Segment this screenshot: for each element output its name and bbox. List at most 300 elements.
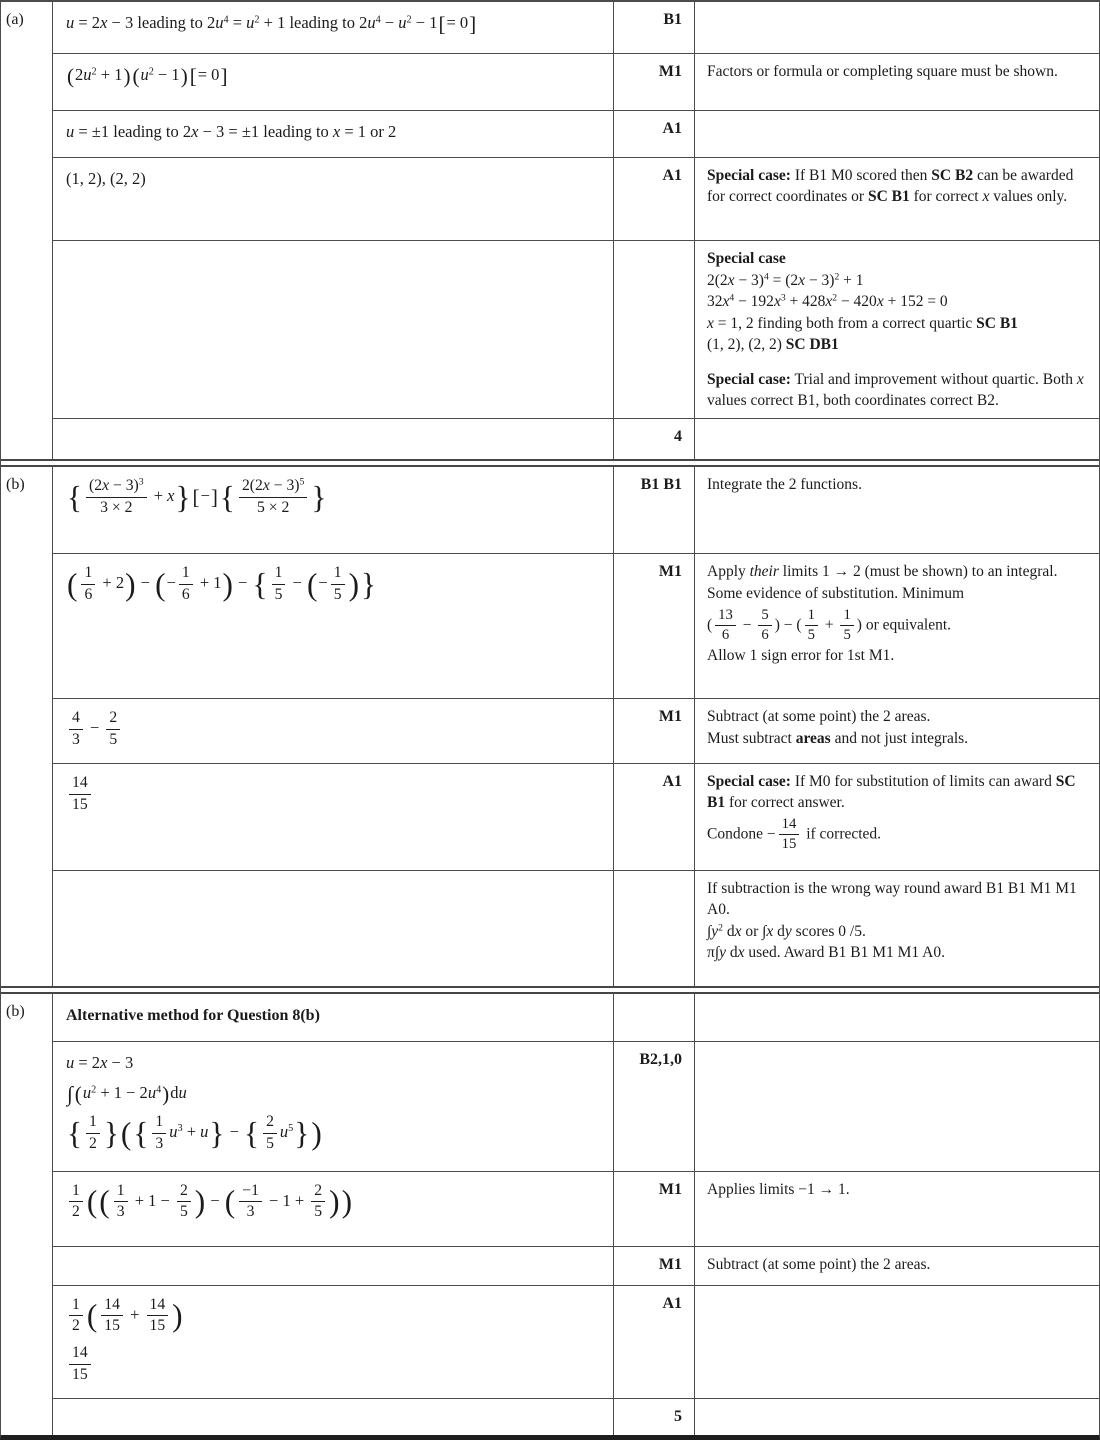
- math-delimiter: ): [329, 1183, 340, 1219]
- fraction-denominator: 5: [333, 585, 342, 603]
- italic-variable: x: [102, 477, 110, 495]
- italic-variable: x: [167, 486, 175, 506]
- fraction: [67, 1182, 85, 1222]
- marks-cell: M1: [613, 54, 695, 110]
- guidance-line: Special case: If M0 for substitution of limits can award SC B1 for correct answer.: [707, 773, 1076, 811]
- guidance-cell: [695, 158, 1099, 240]
- working-cell: [53, 1172, 613, 1246]
- fraction-denominator: 3: [116, 1203, 125, 1220]
- math-delimiter: (: [67, 566, 78, 602]
- fraction-denominator: 15: [149, 1317, 166, 1334]
- guidance-cell: [695, 241, 1099, 418]
- fraction-denominator: 3: [72, 730, 80, 748]
- math-delimiter: ]: [469, 11, 477, 36]
- italic-variable: u: [66, 1052, 75, 1072]
- italic-variable: x: [722, 293, 730, 311]
- fraction: [175, 1182, 193, 1222]
- fraction-numerator: 1: [81, 564, 95, 584]
- math-delimiter: ]: [220, 63, 228, 88]
- guidance-cell: [695, 994, 1099, 1040]
- fraction-denominator: 2: [72, 1317, 80, 1334]
- superscript: 4: [375, 14, 381, 26]
- bold-text: areas: [795, 729, 831, 747]
- working-line: ( $\frac{1}{6}$ + 2) − (− $\frac{1}{6}$ + 1) − { $\frac{1}{5}$ − (− $\frac{1}{5}$ )}: [67, 564, 377, 603]
- fraction-numerator: 14: [101, 1296, 123, 1316]
- working-line: $\int(u^2 + 1 - 2u^4)du$: [67, 1081, 187, 1106]
- fraction: [713, 607, 738, 645]
- working-line: $(2u^2 + 1)(u^2 - 1)[= 0]$: [67, 63, 228, 88]
- math-delimiter: (: [99, 1183, 110, 1219]
- fraction: [777, 816, 802, 854]
- math-delimiter: (: [74, 1081, 82, 1106]
- superscript: 3: [138, 477, 144, 489]
- guidance-line: $32x^4 - 192x^3 + 428x^2 - 420x + 152 = 0$: [707, 292, 948, 311]
- guidance-line: (1, 2), (2, 2) SC DB1: [707, 336, 839, 354]
- working-cell: [53, 467, 613, 553]
- fraction-denominator: 5: [807, 626, 815, 643]
- italic-variable: u: [367, 13, 376, 32]
- fraction-numerator: 1: [86, 1113, 100, 1133]
- guidance-line: Must subtract areas and not just integrals.: [707, 729, 969, 747]
- math-delimiter: ∫: [67, 1081, 73, 1106]
- superscript: 5: [288, 1123, 294, 1135]
- working-cell: [53, 54, 613, 110]
- italic-variable: y: [719, 944, 726, 962]
- italic-variable: x: [766, 922, 774, 940]
- part-label: (b): [1, 467, 53, 986]
- working-cell: [53, 764, 613, 870]
- math-delimiter: (: [86, 1297, 98, 1333]
- fraction-numerator: 2: [106, 709, 120, 729]
- fraction-denominator: 5: [274, 585, 283, 603]
- math-delimiter: ): [311, 1115, 322, 1151]
- marks-cell: B1: [613, 2, 695, 53]
- guidance-line: Special case: If B1 M0 scored then SC B2 can be awarded for correct coordinates or SC B1 for correct x values only.: [707, 166, 1074, 205]
- fraction-numerator: 1: [805, 607, 818, 626]
- math-delimiter: {: [67, 1115, 83, 1151]
- fraction-denominator: 15: [72, 1365, 88, 1383]
- superscript: 3: [177, 1123, 183, 1135]
- working-cell: [53, 1247, 613, 1285]
- working-cell: [53, 699, 613, 763]
- section-rows: [53, 994, 1099, 1435]
- working-line: u = 2x − 3 leading to $2u^4 = u^2 + 1$ leading to $2u^4 - u^2 - 1[= 0]$: [66, 11, 477, 36]
- math-delimiter: }: [361, 566, 377, 602]
- mark-scheme-row: [53, 2, 1099, 53]
- marks-cell: B1 B1: [613, 467, 695, 553]
- guidance-line: x = 1, 2 finding both from a correct quartic SC B1: [707, 314, 1018, 332]
- marks-cell: M1: [613, 1172, 695, 1246]
- marks-cell: A1: [613, 158, 695, 240]
- fraction-denominator: 6: [84, 585, 93, 603]
- superscript: 2: [834, 271, 840, 283]
- guidance-line: Integrate the 2 functions.: [707, 476, 862, 494]
- italic-variable: u: [178, 1083, 187, 1103]
- marks-cell: [613, 994, 695, 1040]
- italic-variable: x: [734, 922, 742, 940]
- working-line: { $\frac{(2x - 3)^3}{3 \times 2}$ + x}[−]{ $\frac{2(2x - 3)^5}{5 \times 2}$ }: [67, 477, 327, 516]
- math-delimiter: }: [294, 1115, 310, 1151]
- bold-text: Special case:: [707, 166, 791, 184]
- fraction-denominator: 5 × 2: [257, 498, 290, 516]
- fraction-numerator: 13: [715, 607, 736, 626]
- guidance-cell: [695, 871, 1099, 986]
- mark-scheme-row: [53, 467, 1099, 553]
- part-label: (a): [1, 2, 53, 459]
- fraction-numerator: 1: [840, 607, 853, 626]
- fraction-numerator: $(2x - 3)^3$: [86, 477, 147, 497]
- guidance-cell: [695, 54, 1099, 110]
- fraction-numerator: 1: [331, 564, 345, 584]
- guidance-line: If subtraction is the wrong way round award B1 B1 M1 M1 A0.: [707, 880, 1077, 918]
- working-cell: [53, 158, 613, 240]
- mark-scheme-row: [53, 240, 1099, 418]
- fraction: [112, 1182, 130, 1222]
- math-delimiter: }: [311, 479, 327, 515]
- working-cell: [53, 111, 613, 157]
- guidance-cell: [695, 2, 1099, 53]
- working-cell: [53, 241, 613, 418]
- section-rows: [53, 2, 1099, 459]
- fraction-denominator: 6: [181, 585, 190, 603]
- working-cell: [53, 1399, 613, 1435]
- guidance-line: ( $\frac{13}{6}$ − $\frac{5}{6}$ ) − ( $\frac{1}{5}$ + $\frac{1}{5}$ ) or equivalent.: [707, 606, 952, 643]
- superscript: 3: [780, 292, 786, 304]
- math-delimiter: ]: [210, 484, 218, 509]
- bold-text: Special case:: [707, 371, 791, 389]
- superscript: 2: [91, 1084, 97, 1096]
- math-delimiter: [: [438, 11, 446, 36]
- guidance-line: Condone − $\frac{14}{15}$ if corrected.: [707, 815, 882, 852]
- italic-variable: u: [66, 122, 75, 141]
- working-line: u = 2x − 3: [66, 1052, 134, 1072]
- fraction-denominator: 5: [843, 626, 851, 643]
- fraction-denominator: 6: [721, 626, 730, 643]
- superscript: 5: [299, 477, 305, 489]
- fraction-denominator: 15: [104, 1317, 120, 1334]
- fraction: [104, 709, 122, 749]
- italic-variable: u: [200, 1122, 209, 1142]
- italic-variable: x: [737, 944, 745, 962]
- fraction-numerator: −1: [239, 1182, 262, 1202]
- math-delimiter: (: [306, 566, 318, 602]
- fraction-numerator: 1: [69, 1296, 83, 1316]
- total-marks-cell: 4: [613, 419, 695, 459]
- math-delimiter: [: [192, 484, 200, 509]
- fraction-numerator: $2(2x - 3)^5$: [239, 477, 307, 497]
- superscript: 4: [223, 14, 229, 26]
- marks-cell: [613, 871, 695, 986]
- fraction: [99, 1296, 125, 1336]
- working-line: $\frac{1}{2}$ (( $\frac{1}{3}$ + 1 − $\frac{2}{5}$ ) − ( $\frac{-1}{3}$ − 1 + $\frac{2}{5}$ )): [66, 1181, 603, 1223]
- marks-cell: M1: [613, 699, 695, 763]
- guidance-cell: [695, 419, 1099, 459]
- part-label: (b): [1, 994, 53, 1435]
- section-rows: [53, 467, 1099, 986]
- fraction-numerator: 5: [758, 607, 771, 626]
- math-delimiter: (: [155, 566, 166, 602]
- fraction-numerator: 14: [69, 1344, 91, 1364]
- math-delimiter: ): [348, 566, 360, 602]
- fraction: [84, 477, 149, 517]
- italic-variable: x: [982, 187, 990, 205]
- guidance-line: Apply their limits 1 → 2 (must be shown) to an integral.: [707, 563, 1058, 581]
- bold-text: SC B1: [867, 187, 910, 205]
- math-delimiter: }: [103, 1115, 119, 1151]
- math-delimiter: (: [120, 1115, 132, 1151]
- math-delimiter: [: [189, 63, 197, 88]
- mark-scheme-row: [53, 157, 1099, 240]
- guidance-line: Subtract (at some point) the 2 areas.: [707, 708, 931, 726]
- section-divider: [1, 459, 1099, 467]
- fraction: [150, 1113, 168, 1153]
- mark-scheme-row: [53, 994, 1099, 1040]
- fraction-denominator: 6: [761, 626, 769, 643]
- fraction-denominator: 3 × 2: [100, 498, 133, 516]
- superscript: 2: [148, 66, 154, 78]
- guidance-line: $2(2x - 3)^4 = (2x - 3)^2 + 1$: [707, 271, 864, 289]
- italic-variable: their: [749, 563, 779, 581]
- mark-scheme-row: [53, 53, 1099, 110]
- total-marks-cell: 5: [613, 1399, 695, 1435]
- math-delimiter: ): [162, 1081, 170, 1106]
- math-delimiter: (: [67, 63, 75, 88]
- fraction-numerator: 1: [114, 1182, 128, 1202]
- fraction-numerator: 2: [177, 1182, 191, 1202]
- math-delimiter: ): [194, 1183, 206, 1219]
- guidance-line: π∫y dx used. Award B1 B1 M1 M1 A0.: [707, 944, 946, 962]
- math-delimiter: {: [244, 1115, 260, 1151]
- math-delimiter: ): [172, 1297, 183, 1333]
- total-row: [53, 418, 1099, 459]
- working-line: [66, 1343, 603, 1385]
- fraction-denominator: 2: [89, 1134, 97, 1152]
- fraction: [67, 709, 85, 749]
- italic-variable: y: [784, 922, 792, 940]
- italic-variable: u: [398, 13, 407, 32]
- superscript: 2: [254, 14, 260, 26]
- working-cell: [53, 871, 613, 986]
- fraction: [756, 607, 773, 645]
- italic-variable: u: [140, 65, 149, 84]
- guidance-cell: [695, 1286, 1099, 1399]
- total-row: [53, 1398, 1099, 1435]
- guidance-line: Some evidence of substitution. Minimum: [707, 584, 965, 602]
- math-delimiter: {: [67, 479, 83, 515]
- marks-cell: M1: [613, 1247, 695, 1285]
- fraction: [270, 564, 288, 604]
- italic-variable: u: [246, 13, 255, 32]
- math-delimiter: ): [125, 566, 136, 602]
- italic-variable: x: [100, 13, 108, 32]
- mark-scheme-row: [53, 1285, 1099, 1399]
- fraction-numerator: 2: [263, 1113, 277, 1133]
- fraction-numerator: 1: [69, 1182, 83, 1202]
- mark-scheme-row: [53, 1246, 1099, 1285]
- italic-variable: x: [825, 293, 833, 311]
- superscript: 2: [718, 922, 723, 934]
- math-delimiter: (: [224, 1183, 236, 1219]
- working-line: [66, 1004, 603, 1027]
- fraction-denominator: 5: [179, 1203, 188, 1220]
- mark-scheme-section: [1, 467, 1099, 986]
- italic-variable: y: [711, 922, 719, 940]
- fraction-denominator: 3: [155, 1134, 164, 1152]
- guidance-cell: [695, 111, 1099, 157]
- fraction: [237, 1182, 264, 1222]
- working-line: u = ±1 leading to 2x − 3 = ±1 leading to x = 1 or 2: [66, 122, 397, 141]
- superscript: 4: [729, 292, 735, 304]
- bold-text: Special case:: [707, 773, 791, 791]
- fraction: [67, 1344, 93, 1384]
- bold-text: SC DB1: [785, 336, 839, 354]
- blank-line: [707, 357, 1089, 370]
- bold-text: Special case: [707, 249, 786, 267]
- math-delimiter: {: [219, 479, 235, 515]
- fraction: [261, 1113, 279, 1153]
- working-cell: [53, 1042, 613, 1171]
- guidance-cell: [695, 1042, 1099, 1171]
- italic-variable: u: [83, 65, 92, 84]
- math-delimiter: ): [222, 566, 233, 602]
- math-delimiter: ): [341, 1183, 353, 1219]
- fraction-numerator: 14: [147, 1296, 169, 1316]
- italic-variable: x: [773, 293, 781, 311]
- guidance-line: Applies limits −1 → 1.: [707, 1180, 850, 1198]
- fraction: [237, 477, 309, 517]
- italic-variable: x: [707, 314, 714, 332]
- fraction: [309, 1182, 327, 1222]
- fraction: [803, 607, 820, 645]
- fraction-denominator: 15: [781, 835, 797, 852]
- italic-variable: x: [262, 477, 270, 495]
- guidance-line: Factors or formula or completing square must be shown.: [707, 63, 1058, 80]
- fraction: [329, 564, 347, 604]
- fraction-numerator: 1: [179, 564, 193, 584]
- mark-scheme-row: [53, 1041, 1099, 1171]
- fraction-denominator: 15: [72, 795, 88, 813]
- italic-variable: x: [1076, 371, 1084, 389]
- math-delimiter: (: [86, 1183, 98, 1219]
- guidance-line: Special case: Trial and improvement without quartic. Both x values correct B1, both coordinates correct B2.: [707, 371, 1084, 409]
- fraction: [67, 774, 93, 814]
- fraction-numerator: 14: [779, 816, 800, 835]
- marks-cell: A1: [613, 111, 695, 157]
- fraction: [838, 607, 855, 645]
- marks-cell: A1: [613, 1286, 695, 1399]
- mark-scheme-row: [53, 553, 1099, 698]
- marks-cell: M1: [613, 554, 695, 698]
- math-delimiter: ): [180, 63, 188, 88]
- mark-scheme-row: [53, 870, 1099, 986]
- marks-cell: [613, 241, 695, 418]
- fraction-denominator: 2: [72, 1203, 80, 1220]
- superscript: 2: [832, 292, 838, 304]
- mark-scheme-row: [53, 1171, 1099, 1246]
- italic-variable: u: [147, 1083, 157, 1103]
- working-line: { $\frac{1}{2}$ }({ $\frac{1}{3}$ $u^3 + u$} − { $\frac{2}{5}$ $u^5$}): [67, 1113, 322, 1152]
- italic-variable: u: [82, 1083, 92, 1103]
- math-delimiter: ): [123, 63, 131, 88]
- marks-cell: B2,1,0: [613, 1042, 695, 1171]
- guidance-cell: [695, 699, 1099, 763]
- guidance-line: Subtract (at some point) the 2 areas.: [707, 1255, 931, 1273]
- mark-scheme-row: [53, 698, 1099, 763]
- math-delimiter: }: [209, 1115, 225, 1151]
- superscript: 2: [406, 14, 412, 26]
- working-cell: [53, 419, 613, 459]
- fraction-numerator: 1: [152, 1113, 166, 1133]
- fraction-denominator: 5: [314, 1203, 323, 1220]
- fraction-denominator: 5: [266, 1134, 274, 1152]
- fraction: [67, 1296, 85, 1336]
- bold-text: SC B1: [976, 314, 1018, 332]
- italic-variable: x: [332, 122, 341, 141]
- italic-variable: u: [215, 13, 224, 32]
- fraction: [177, 564, 195, 604]
- working-line: $\frac{4}{3}$ − $\frac{2}{5}$: [66, 708, 603, 750]
- working-line: (1, 2), (2, 2): [66, 168, 146, 188]
- italic-variable: x: [100, 1052, 108, 1072]
- italic-variable: x: [191, 122, 199, 141]
- math-delimiter: (: [132, 63, 140, 88]
- superscript: 2: [91, 66, 97, 78]
- guidance-cell: [695, 764, 1099, 870]
- mark-scheme-section: [1, 994, 1099, 1435]
- mark-scheme-row: [53, 763, 1099, 870]
- working-cell: [53, 554, 613, 698]
- italic-variable: u: [169, 1122, 178, 1142]
- math-delimiter: {: [252, 566, 268, 602]
- mark-scheme-section: [1, 2, 1099, 459]
- fraction-numerator: 2: [311, 1182, 325, 1202]
- fraction: [145, 1296, 171, 1336]
- fraction-numerator: 4: [69, 709, 83, 729]
- fraction-denominator: 5: [109, 730, 118, 748]
- guidance-cell: [695, 467, 1099, 553]
- working-line: [66, 773, 603, 815]
- guidance-cell: [695, 1172, 1099, 1246]
- working-line: $\frac{1}{2}$ ( $\frac{14}{15}$ + $\frac{14}{15}$ ): [66, 1295, 603, 1337]
- guidance-line: Allow 1 sign error for 1st M1.: [707, 647, 895, 665]
- marks-cell: A1: [613, 764, 695, 870]
- guidance-cell: [695, 1399, 1099, 1435]
- math-delimiter: {: [133, 1115, 149, 1151]
- working-cell: [53, 994, 613, 1040]
- italic-variable: u: [279, 1122, 289, 1142]
- italic-variable: u: [66, 13, 75, 32]
- guidance-cell: [695, 554, 1099, 698]
- working-cell: [53, 1286, 613, 1399]
- italic-variable: x: [727, 271, 735, 289]
- guidance-cell: [695, 1247, 1099, 1285]
- italic-variable: x: [876, 293, 884, 311]
- fraction: [84, 1113, 102, 1153]
- superscript: 4: [156, 1084, 162, 1096]
- section-divider: [1, 986, 1099, 994]
- working-cell: [53, 2, 613, 53]
- fraction-numerator: 1: [272, 564, 286, 584]
- italic-variable: x: [798, 271, 806, 289]
- fraction: [79, 564, 97, 604]
- superscript: 4: [763, 271, 769, 283]
- guidance-line: $\int y^2$ dx or ∫x dy scores 0 /5.: [707, 922, 866, 940]
- fraction-denominator: 3: [246, 1203, 255, 1220]
- fraction-numerator: 14: [69, 774, 91, 794]
- bold-text: SC B2: [931, 166, 974, 184]
- bold-text: SC B1: [707, 773, 1076, 811]
- math-delimiter: }: [175, 479, 191, 515]
